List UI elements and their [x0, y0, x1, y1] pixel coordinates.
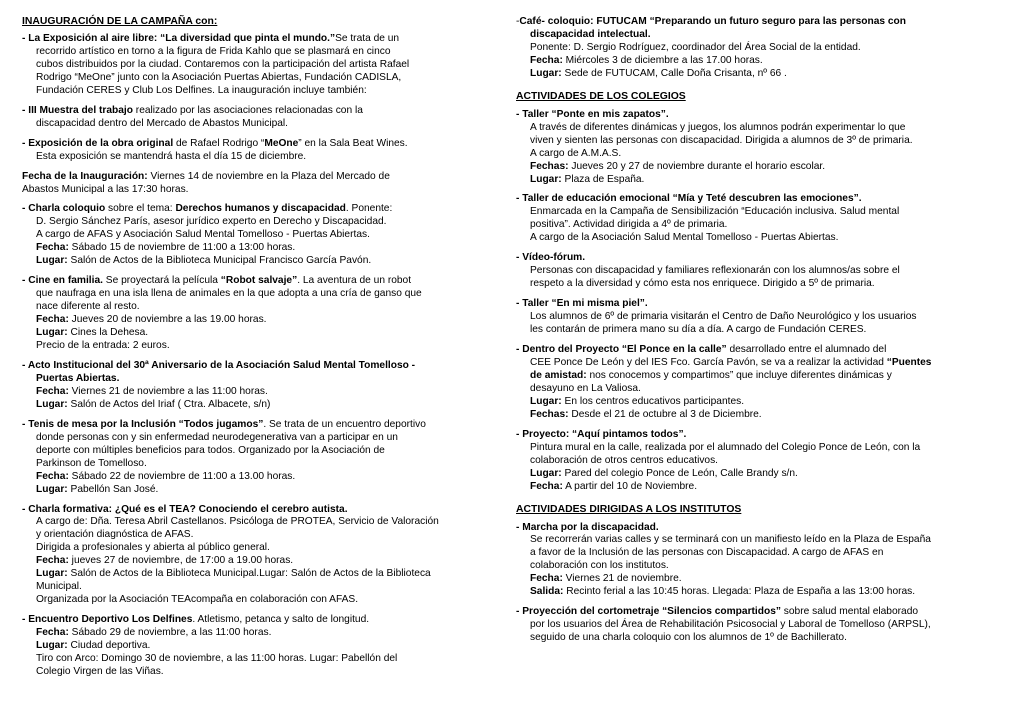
bold-text: Cine en familia. [28, 275, 103, 287]
plain-text: de Rafael Rodrigo “ [173, 137, 265, 149]
document-line [530, 468, 984, 481]
plain-text: cubos distribuidos por la ciudad. Contaremos con la participación del artista Rafael [36, 58, 410, 70]
document-paragraph [516, 344, 984, 422]
heading-trailing-text: con: [192, 16, 218, 27]
document-line [36, 373, 490, 386]
document-line [530, 455, 984, 468]
bold-text: - [516, 193, 523, 205]
document-line [530, 573, 984, 586]
bold-text: Tenis de mesa por la Inclusión “Todos jugamos” [28, 418, 264, 430]
document-line [36, 85, 490, 98]
plain-text: ” en la Sala Beat Wines. [298, 137, 408, 149]
plain-text: En los centros educativos participantes. [561, 395, 745, 407]
document-line [36, 445, 490, 458]
plain-text: sobre el tema: [105, 203, 176, 215]
bold-text: Fecha: [36, 385, 69, 397]
document-paragraph [516, 109, 984, 187]
document-line [36, 72, 490, 85]
document-line [530, 370, 984, 383]
heading-underlined-text: INAUGURACIÓN DE LA CAMPAÑA [22, 16, 193, 27]
plain-text: Tiro con Arco: Domingo 30 de noviembre, a las 11:00 horas. Lugar: Pabellón del [36, 652, 398, 664]
document-line [36, 568, 490, 581]
right-top-item [516, 16, 984, 81]
plain-text: A cargo de la Asociación Salud Mental Tomelloso - Puertas Abiertas. [530, 232, 839, 244]
plain-text: Se trata de un [335, 33, 400, 44]
document-line [36, 399, 490, 412]
document-line [530, 206, 984, 219]
bold-text: Taller de educación emocional “Mía y Teté descubren las emociones”. [522, 193, 862, 205]
document-line [36, 118, 490, 131]
document-line [36, 242, 490, 255]
bold-text: Taller “En mi misma piel”. [522, 298, 648, 310]
bold-text: - [516, 606, 523, 618]
bold-text: Taller “Ponte en mis zapatos”. [522, 108, 669, 120]
document-line [530, 278, 984, 291]
document-line [530, 29, 984, 42]
document-line [516, 428, 984, 442]
plain-text: Sábado 15 de noviembre de 11:00 a 13:00 horas. [68, 242, 296, 254]
bold-text: - [22, 614, 29, 626]
bold-text: Lugar: [36, 483, 68, 495]
plain-text: . Atletismo, petanca y salto de longitud. [192, 614, 370, 626]
plain-text: D. Sergio Sánchez París, asesor jurídico experto en Derecho y Discapacidad. [36, 216, 387, 228]
bold-text: - [516, 344, 523, 356]
plain-text: Sábado 22 de noviembre de 11:00 a 13.00 horas. [68, 470, 296, 482]
document-line [36, 555, 490, 568]
bold-text: - [22, 203, 29, 215]
document-line [530, 68, 984, 81]
plain-text: Viernes 21 de noviembre a las 11:00 horas. [68, 385, 268, 397]
document-line [530, 161, 984, 174]
bold-text: Lugar: [530, 467, 562, 479]
bold-text: - [22, 503, 29, 515]
bold-text: - [22, 418, 29, 430]
bold-text: Lugar: [530, 67, 562, 79]
plain-text: Se recorrerán varias calles y se terminará con un manifiesto leído en la Plaza de España [530, 534, 931, 546]
plain-text: les contarán de primera mano su día a día. A cargo de Fundación CERES. [530, 324, 867, 336]
plain-text: Sábado 29 de noviembre, a las 11:00 horas. [68, 627, 272, 639]
document-line [36, 386, 490, 399]
bold-text: - [22, 137, 29, 149]
plain-text: nace diferente al resto. [36, 301, 140, 313]
bold-text: Café- coloquio: FUTUCAM “Preparando un futuro seguro para las personas con [519, 16, 907, 27]
plain-text: Abastos Municipal a las 17:30 horas. [22, 183, 189, 195]
bold-text: - [22, 359, 28, 371]
plain-text: . La aventura de un robot [297, 275, 412, 287]
document-line [36, 59, 490, 72]
document-line [22, 275, 490, 288]
document-line [516, 108, 984, 122]
document-line [22, 184, 490, 197]
document-line [36, 516, 490, 529]
document-line [36, 594, 490, 607]
plain-text: viven y sienten las personas con discapacidad. Dirigida a alumnos de 3º de primaria. [530, 134, 913, 146]
document-line [36, 640, 490, 653]
document-paragraph [516, 252, 984, 291]
plain-text: A cargo de: Dña. Teresa Abril Castellanos. Psicóloga de PROTEA, Servicio de Valoración [36, 516, 439, 528]
plain-text: nos conocemos y compartimos” que incluye diferentes dinámicas y [586, 369, 892, 381]
document-paragraph [22, 105, 490, 131]
bold-text: Fecha: [36, 314, 69, 326]
bold-text: Fechas: [530, 408, 569, 420]
plain-text: . Se trata de un encuentro deportivo [263, 418, 426, 430]
document-line [22, 418, 490, 432]
document-paragraph [22, 360, 490, 412]
bold-text: discapacidad intelectual. [530, 28, 651, 40]
plain-text: sobre salud mental elaborado [780, 606, 919, 618]
document-line [530, 547, 984, 560]
plain-text: Pared del colegio Ponce de León, Calle Brandy s/n. [561, 467, 798, 479]
left-column [22, 16, 490, 715]
document-line [36, 151, 490, 164]
bold-text: Derechos humanos y discapacidad [175, 203, 346, 215]
plain-text: Jueves 20 de noviembre a las 19.00 horas. [68, 314, 267, 326]
left-items-container [22, 33, 490, 679]
bold-text: Acto Institucional del 30ª Aniversario de la Asociación Salud Mental Tomelloso - [27, 359, 416, 371]
plain-text: Viernes 21 de noviembre. [562, 573, 682, 585]
document-paragraph [516, 429, 984, 494]
document-line [36, 471, 490, 484]
plain-text: jueves 27 de noviembre, de 17:00 a 19.00 horas. [68, 555, 294, 567]
bold-text: Exposición de la obra original [28, 137, 174, 149]
bold-text: MeOne [264, 137, 299, 149]
document-line [516, 16, 984, 29]
document-line [22, 33, 490, 46]
plain-text: seguido de una charla coloquio con los alumnos de 1º de Bachillerato. [530, 632, 847, 644]
plain-text: a favor de la Inclusión de las personas con Discapacidad. A cargo de AFAS en [530, 547, 884, 559]
document-line [530, 383, 984, 396]
plain-text: Ciudad deportiva. [67, 640, 151, 652]
bold-text: Fecha: [36, 470, 69, 482]
plain-text: Ponente: D. Sergio Rodríguez, coordinador del Área Social de la entidad. [530, 41, 861, 53]
plain-text: A partir del 10 de Noviembre. [562, 480, 698, 492]
document-line [530, 534, 984, 547]
document-paragraph [516, 193, 984, 245]
bold-text: - [516, 108, 523, 120]
section-title-institutos: ACTIVIDADES DIRIGIDAS A LOS INSTITUTOS [516, 503, 742, 515]
bold-text: Salida: [530, 586, 564, 598]
plain-text: Precio de la entrada: 2 euros. [36, 340, 170, 352]
document-paragraph [22, 203, 490, 268]
document-line [530, 481, 984, 494]
right-column [516, 16, 984, 715]
document-line [36, 229, 490, 242]
document-line [530, 265, 984, 278]
document-line [530, 560, 984, 573]
bold-text: Charla formativa: ¿Qué es el TEA? Conociendo el cerebro autista. [28, 503, 348, 515]
plain-text: Pintura mural en la calle, realizada por el alumnado del Colegio Ponce de León, con la [530, 441, 921, 453]
bold-text: Lugar: [36, 568, 68, 580]
document-line [36, 216, 490, 229]
bold-text: Fecha: [36, 555, 69, 567]
left-column-heading [22, 16, 490, 27]
document-paragraph [22, 171, 490, 197]
bold-text: Fecha: [36, 627, 69, 639]
document-line [36, 327, 490, 340]
bold-text: Lugar: [530, 173, 562, 185]
plain-text: Cines la Dehesa. [67, 327, 149, 339]
document-line [530, 232, 984, 245]
document-paragraph [22, 614, 490, 679]
plain-text: Los alumnos de 6º de primaria visitarán el Centro de Daño Neurológico y los usuarios [530, 311, 917, 323]
document-line [36, 484, 490, 497]
document-paragraph [516, 606, 984, 645]
plain-text: Salón de Actos de la Biblioteca Municipal.Lugar: Salón de Actos de la Biblioteca [67, 568, 431, 580]
document-paragraph [516, 298, 984, 337]
document-line [36, 288, 490, 301]
document-line [36, 529, 490, 542]
document-line [530, 148, 984, 161]
document-line [530, 42, 984, 55]
plain-text: Recinto ferial a las 10:45 horas. Llegada: Plaza de España a las 13:00 horas. [563, 586, 916, 598]
plain-text: deporte con múltiples beneficios para todos. Organizado por la Asociación de [36, 444, 385, 456]
plain-text: Dirigida a profesionales y abierta al público general. [36, 542, 270, 554]
bold-text: Fechas: [530, 160, 569, 172]
bold-text: Lugar: [36, 327, 68, 339]
bold-text: Vídeo-fórum. [522, 252, 586, 264]
document-paragraph [516, 16, 984, 81]
plain-text: realizado por las asociaciones relacionadas con la [132, 104, 363, 116]
plain-text: . Ponente: [345, 203, 393, 215]
document-paragraph [22, 138, 490, 164]
document-line [36, 432, 490, 445]
plain-text: Miércoles 3 de diciembre a las 17.00 horas. [562, 54, 763, 66]
plain-text: Jueves 20 y 27 de noviembre durante el horario escolar. [568, 160, 826, 172]
document-line [530, 442, 984, 455]
document-line [530, 122, 984, 135]
plain-text: Municipal. [36, 581, 82, 593]
bold-text: - [516, 298, 523, 310]
bold-text: Fecha de la Inauguración: [22, 170, 148, 182]
bold-text: Lugar: [36, 255, 68, 267]
plain-text: colaboración con los institutos. [530, 560, 669, 572]
document-line [22, 503, 490, 517]
document-line [530, 219, 984, 232]
plain-text: A cargo de A.M.A.S. [530, 147, 622, 159]
document-line [36, 666, 490, 679]
bold-text: Encuentro Deportivo Los Delfines [28, 614, 193, 626]
document-paragraph [516, 522, 984, 600]
plain-text: Enmarcada en la Campaña de Sensibilización “Educación inclusiva. Salud mental [530, 206, 900, 218]
plain-text: Parkinson de Tomelloso. [36, 457, 147, 469]
plain-text: Personas con discapacidad y familiares reflexionarán con los alumnos/as sobre el [530, 265, 900, 277]
plain-text: donde personas con y sin enfermedad neurodegenerativa van a participar en un [36, 431, 398, 443]
document-line [22, 137, 490, 151]
document-line [36, 255, 490, 268]
bold-text: Lugar: [36, 398, 68, 410]
plain-text: Fundación CERES y Club Los Delfines. La inauguración incluye también: [36, 84, 367, 96]
plain-text: Colegio Virgen de las Viñas. [36, 665, 164, 677]
plain-text: A través de diferentes dinámicas y juegos, los alumnos podrán experimentar lo que [530, 121, 906, 133]
plain-text: desarrollado entre el alumnado del [726, 344, 887, 356]
plain-text: discapacidad dentro del Mercado de Abastos Municipal. [36, 117, 289, 129]
plain-text: desayuno en La Valiosa. [530, 382, 641, 394]
document-line [36, 627, 490, 640]
document-line [516, 298, 984, 311]
plain-text: que naufraga en una isla llena de animales en la que adopta a una cría de ganso que [36, 288, 422, 300]
bold-text: Fecha: [530, 54, 563, 66]
plain-text: recorrido artístico en torno a la figura de Frida Kahlo que se plasmará en cinco [36, 45, 391, 57]
bold-text: Proyección del cortometraje “Silencios compartidos” [522, 606, 781, 618]
document-paragraph [22, 275, 490, 353]
plain-text: por los usuarios del Área de Rehabilitación Psicosocial y Laboral de Tomelloso (ARPSL), [530, 619, 931, 631]
bold-text: Fecha: [36, 242, 69, 254]
document-line [36, 581, 490, 594]
bold-text: - [516, 428, 523, 440]
plain-text: Rodrigo “MeOne” junto con la Asociación Puertas Abiertas, Fundación CADISLA, [36, 71, 402, 83]
plain-text: Sede de FUTUCAM, Calle Doña Crisanta, nº 66 . [561, 67, 787, 79]
document-line [22, 171, 490, 184]
plain-text: Pabellón San José. [67, 483, 159, 495]
document-line [530, 135, 984, 148]
section-title-colegios: ACTIVIDADES DE LOS COLEGIOS [516, 90, 686, 102]
document-line [36, 542, 490, 555]
plain-text: Desde el 21 de octubre al 3 de Diciembre. [568, 408, 762, 420]
document-line [22, 104, 490, 118]
document-line [530, 357, 984, 370]
bold-text: Puertas Abiertas. [36, 372, 120, 384]
document-line [530, 396, 984, 409]
document-line [36, 653, 490, 666]
bold-text: Dentro del Proyecto “El Ponce en la calle” [522, 344, 727, 356]
bold-text: “Robot salvaje” [220, 275, 298, 287]
document-line [530, 324, 984, 337]
plain-text: Organizada por la Asociación TEAcompaña en colaboración con AFAS. [36, 594, 359, 606]
document-line [530, 174, 984, 187]
bold-text: - [22, 275, 29, 287]
document-line [530, 55, 984, 68]
document-line [516, 344, 984, 357]
document-line [22, 614, 490, 627]
plain-text: Se proyectará la película [102, 275, 221, 287]
document-line [530, 586, 984, 599]
plain-text: y orientación diagnóstica de AFAS. [36, 529, 194, 541]
document-line [36, 46, 490, 59]
bold-text: “Puentes [886, 356, 932, 368]
document-line [530, 619, 984, 632]
plain-text: CEE Ponce De León y del IES Fco. García Pavón, se va a realizar la actividad [530, 356, 887, 368]
bold-text: La Exposición al aire libre: “La diversidad que pinta el mundo.” [28, 33, 336, 44]
document-paragraph [22, 504, 490, 608]
plain-text: Salón de Actos del Iriaf ( Ctra. Albacete, s/n) [67, 398, 271, 410]
bold-text: Lugar: [36, 640, 68, 652]
document-paragraph [22, 33, 490, 98]
plain-text: Esta exposición se mantendrá hasta el día 15 de diciembre. [36, 150, 307, 162]
bold-text: Fecha: [530, 573, 563, 585]
bold-text: - [516, 521, 523, 533]
document-line [530, 632, 984, 645]
document-line [36, 340, 490, 353]
colegios-items-container [516, 109, 984, 494]
document-line [36, 314, 490, 327]
plain-text: Plaza de España. [561, 173, 645, 185]
bold-text: Charla coloquio [28, 203, 106, 215]
document-line [516, 521, 984, 535]
plain-text: - [516, 16, 520, 27]
bold-text: de amistad: [530, 369, 587, 381]
document-line [516, 252, 984, 265]
document-line [36, 458, 490, 471]
bold-text: Proyecto: “Aquí pintamos todos”. [522, 428, 687, 440]
plain-text: Salón de Actos de la Biblioteca Municipal Francisco García Pavón. [67, 255, 372, 267]
plain-text: Viernes 14 de noviembre en la Plaza del Mercado de [147, 170, 390, 182]
bold-text: Fecha: [530, 480, 563, 492]
document-line [516, 606, 984, 619]
document-paragraph [22, 419, 490, 497]
document-line [36, 301, 490, 314]
document-line [22, 203, 490, 216]
bold-text: III Muestra del trabajo [28, 104, 133, 116]
bold-text: - [516, 252, 523, 264]
document-line [530, 311, 984, 324]
plain-text: A cargo de AFAS y Asociación Salud Mental Tomelloso - Puertas Abiertas. [36, 229, 370, 241]
plain-text: respeto a la diversidad y cómo esta nos enriquece. Dirigido a 5º de primaria. [530, 278, 875, 290]
document-line [530, 409, 984, 422]
institutos-items-container [516, 522, 984, 646]
bold-text: - [22, 104, 29, 116]
plain-text: positiva”. Actividad dirigida a 4º de primaria. [530, 219, 728, 231]
document-line [516, 193, 984, 206]
bold-text: Marcha por la discapacidad. [522, 521, 659, 533]
document-line [22, 359, 490, 373]
bold-text: - [22, 33, 29, 44]
plain-text: colaboración de otros centros educativos. [530, 454, 719, 466]
bold-text: Lugar: [530, 395, 562, 407]
